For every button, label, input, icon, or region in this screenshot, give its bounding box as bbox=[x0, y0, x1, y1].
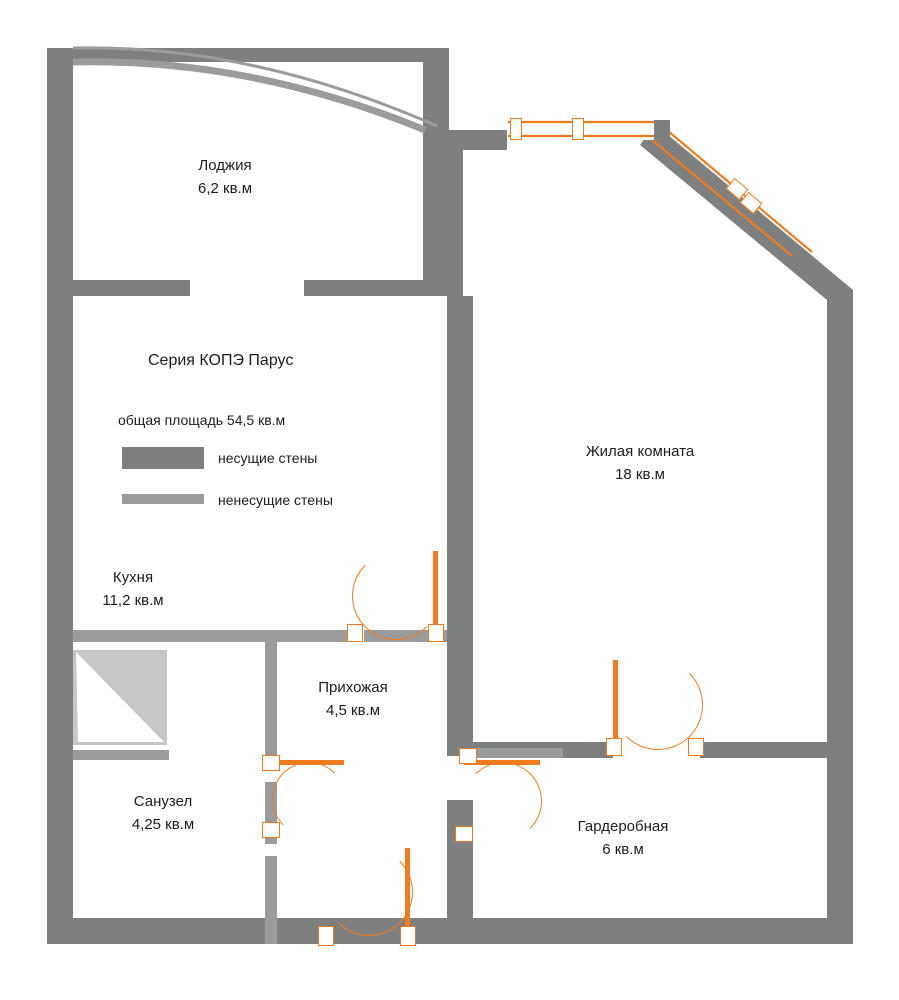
total-area-text: общая площадь 54,5 кв.м bbox=[118, 412, 286, 428]
door-arc-living-wardrobe bbox=[613, 660, 703, 750]
door-leaf-bathroom bbox=[272, 760, 344, 765]
door-jamb-wardrobe-right bbox=[688, 738, 704, 756]
room-area: 6,2 кв.м bbox=[197, 180, 253, 198]
legend-swatch-non-bearing bbox=[122, 494, 204, 504]
wall-loggia-bottom-right bbox=[304, 280, 423, 296]
wall-living-top-stub bbox=[437, 130, 507, 150]
wall-living-left-upper bbox=[437, 130, 463, 296]
door-leaf-living-wardrobe bbox=[613, 660, 618, 748]
room-name: Санузел bbox=[133, 793, 193, 810]
wall-living-bottom-right bbox=[700, 742, 853, 758]
wall-loggia-top bbox=[47, 48, 423, 62]
room-label-wardrobe bbox=[533, 815, 713, 862]
room-label-kitchen bbox=[48, 566, 218, 613]
wall-exterior-right bbox=[827, 296, 853, 944]
room-area: 11,2 кв.м bbox=[102, 592, 164, 610]
wall-hall-right-stub bbox=[473, 748, 563, 758]
door-arc-wardrobe-hall bbox=[464, 762, 542, 840]
door-arc-bathroom bbox=[272, 762, 346, 836]
legend-swatch-bearing bbox=[122, 447, 204, 469]
door-jamb-bathroom-bottom bbox=[262, 822, 280, 838]
wall-loggia-bottom-left bbox=[73, 280, 190, 296]
wall-exterior-left bbox=[47, 296, 73, 944]
room-name: Кухня bbox=[112, 569, 154, 586]
window-mark-2 bbox=[572, 118, 584, 140]
room-name: Жилая комната bbox=[585, 443, 695, 460]
wall-kitchen-bottom bbox=[73, 630, 351, 642]
door-jamb-kitchen-left bbox=[347, 624, 363, 642]
door-jamb-entrance-left bbox=[318, 926, 334, 946]
door-arc-kitchen-living bbox=[352, 552, 440, 640]
wall-living-left bbox=[447, 296, 473, 756]
door-jamb-wardrobe-hall-top bbox=[459, 748, 477, 764]
room-label-bathroom bbox=[73, 790, 253, 837]
door-jamb-kitchen-right bbox=[428, 624, 444, 642]
legend-label-bearing: несущие стены bbox=[218, 450, 318, 466]
room-area: 18 кв.м bbox=[615, 466, 665, 484]
room-area: 6 кв.м bbox=[602, 841, 644, 859]
room-area: 4,25 кв.м bbox=[131, 816, 195, 834]
door-jamb-wardrobe-left bbox=[606, 738, 622, 756]
wall-bathroom-partition bbox=[73, 750, 169, 760]
plan-title: Серия КОПЭ Парус bbox=[148, 352, 294, 369]
room-label-living bbox=[520, 440, 760, 487]
window-mark-1 bbox=[510, 118, 522, 140]
room-label-hallway bbox=[268, 676, 438, 723]
door-arc-entrance bbox=[325, 848, 413, 936]
room-name: Лоджия bbox=[198, 157, 252, 174]
door-jamb-wardrobe-hall-bottom bbox=[455, 826, 473, 842]
door-jamb-entrance-right bbox=[400, 926, 416, 946]
room-name: Гардеробная bbox=[577, 818, 669, 835]
room-name: Прихожая bbox=[318, 679, 388, 696]
wall-loggia-left bbox=[47, 48, 73, 296]
room-area: 4,5 кв.м bbox=[325, 702, 381, 720]
door-jamb-bathroom-top bbox=[262, 755, 280, 771]
room-label-loggia bbox=[140, 154, 310, 201]
door-leaf-entrance bbox=[405, 848, 410, 934]
legend-label-non-bearing: ненесущие стены bbox=[218, 492, 333, 508]
wall-bathroom-right-bottom bbox=[265, 856, 277, 944]
